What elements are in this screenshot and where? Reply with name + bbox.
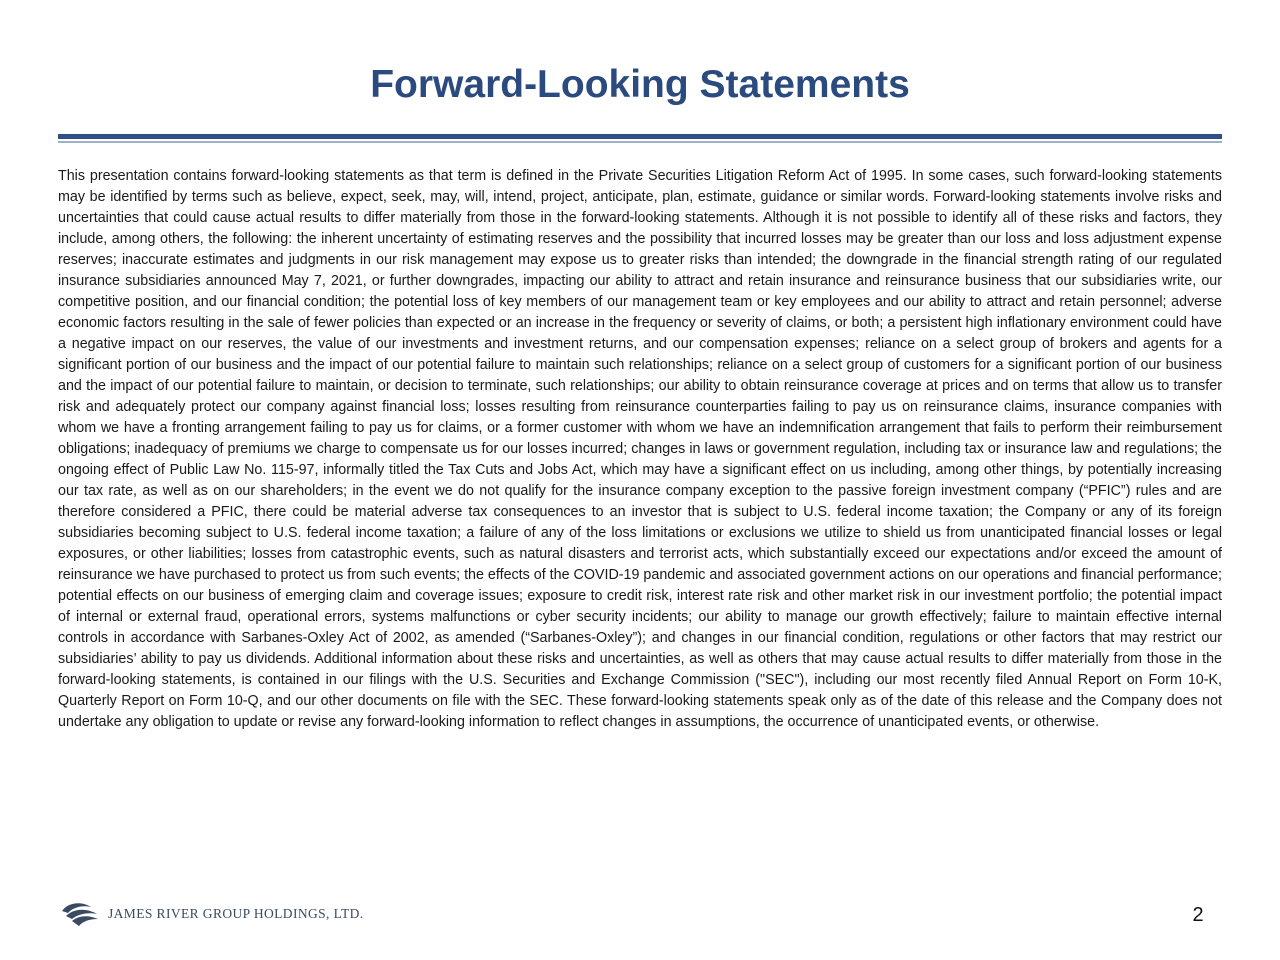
page-number: 2 xyxy=(1192,904,1204,926)
company-logo xyxy=(60,898,364,930)
company-name: JAMES RIVER GROUP HOLDINGS, LTD. xyxy=(108,906,364,921)
forward-looking-statement-text: This presentation contains forward-looking statements as that term is defined in the Private Securities Litigation Reform Act of 1995. In some cases, such forward-looking statements may be identified by terms such as believe, expect, seek, may, will, intend, project, anticipate, plan, estimate, guidance or similar words. Forward-looking statements involve risks and uncertainties that could cause actual results to differ materially from those in the forward-looking statements. Although it is not possible to identify all of these risks and factors, they include, among others, the following: the inherent uncertainty of estimating reserves and the possibility that incurred losses may be greater than our loss and loss adjustment expense reserves; inaccurate estimates and judgments in our risk management may expose us to greater risks than intended; the downgrade in the financial strength rating of our regulated insurance subsidiaries announced May 7, 2021, or further downgrades, impacting our ability to attract and retain insurance and reinsurance business that our subsidiaries write, our competitive position, and our financial condition; the potential loss of key members of our management team or key employees and our ability to attract and retain personnel; adverse economic factors resulting in the sale of fewer policies than expected or an increase in the frequency or severity of claims, or both; a persistent high inflationary environment could have a negative impact on our reserves, the value of our investments and investment returns, and our compensation expenses; reliance on a select group of brokers and agents for a significant portion of our business and the impact of our potential failure to maintain such relationships; reliance on a select group of customers for a significant portion of our business and the impact of our potential failure to maintain, or decision to terminate, such relationships; our ability to obtain reinsurance coverage at prices and on terms that allow us to transfer risk and adequately protect our company against financial loss; losses resulting from reinsurance counterparties failing to pay us on reinsurance claims, insurance companies with whom we have a fronting arrangement failing to pay us for claims, or a former customer with whom we have an indemnification arrangement that fails to perform their reimbursement obligations; inadequacy of premiums we charge to compensate us for our losses incurred; changes in laws or government regulation, including tax or insurance law and regulations; the ongoing effect of Public Law No. 115-97, informally titled the Tax Cuts and Jobs Act, which may have a significant effect on us including, among other things, by potentially increasing our tax rate, as well as on our shareholders; in the event we do not qualify for the insurance company exception to the passive foreign investment company (“PFIC”) rules and are therefore considered a PFIC, there could be material adverse tax consequences to an investor that is subject to U.S. federal income taxation; the Company or any of its foreign subsidiaries becoming subject to U.S. federal income taxation; a failure of any of the loss limitations or exclusions we utilize to shield us from unanticipated financial losses or legal exposures, or other liabilities; losses from catastrophic events, such as natural disasters and terrorist acts, which substantially exceed our expectations and/or exceed the amount of reinsurance we have purchased to protect us from such events; the effects of the COVID-19 pandemic and associated government actions on our operations and financial performance; potential effects on our business of emerging claim and coverage issues; exposure to credit risk, interest rate risk and other market risk in our investment portfolio; the potential impact of internal or external fraud, operational errors, systems malfunctions or cyber security incidents; our ability to manage our growth effectively; failure to maintain effective internal controls in accordance with Sarbanes-Oxley Act of 2002, as amended (“Sarbanes-Oxley”); and changes in our financial condition, regulations or other factors that may restrict our subsidiaries’ ability to pay us dividends. Additional information about these risks and uncertainties, as well as others that may cause actual results to differ materially from those in the forward-looking statements, is contained in our filings with the U.S. Securities and Exchange Commission ("SEC"), including our most recently filed Annual Report on Form 10-K, Quarterly Report on Form 10-Q, and our other documents on file with the SEC. These forward-looking statements speak only as of the date of this release and the Company does not undertake any obligation to update or revise any forward-looking information to reflect changes in assumptions, the occurrence of unanticipated events, or otherwise. xyxy=(58,168,1223,730)
title-divider-light xyxy=(58,141,1222,143)
title-divider-dark xyxy=(58,134,1222,139)
james-river-logo-icon xyxy=(60,898,100,930)
slide-title: Forward-Looking Statements xyxy=(370,63,910,106)
